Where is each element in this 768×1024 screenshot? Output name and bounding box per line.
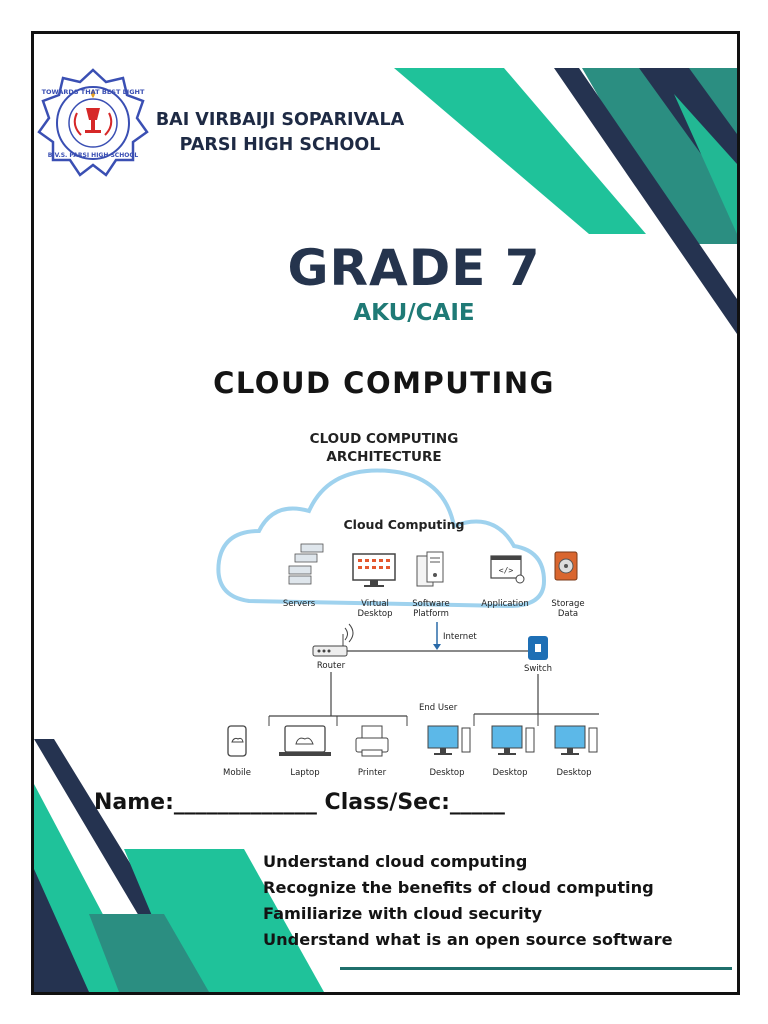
device-label: Mobile — [223, 768, 251, 778]
bottom-divider — [340, 967, 732, 970]
end-user-label: End User — [419, 703, 458, 713]
cloud-architecture-diagram — [209, 426, 599, 756]
svg-text:B.V.S. PARSI HIGH SCHOOL: B.V.S. PARSI HIGH SCHOOL — [47, 152, 139, 159]
school-name-line2: PARSI HIGH SCHOOL — [179, 135, 381, 155]
server-tower-icon — [417, 552, 443, 586]
device-label: Laptop — [290, 768, 320, 778]
device-label: Printer — [357, 768, 387, 778]
service-label: Data — [557, 609, 579, 619]
hard-disk-icon — [555, 552, 577, 580]
service-label: Desktop — [357, 609, 393, 619]
device-label: Desktop — [492, 768, 528, 778]
router-label: Router — [316, 661, 346, 671]
school-name — [150, 108, 410, 158]
objective-item: Understand cloud computing — [263, 852, 528, 871]
grade-title: GRADE 7 — [287, 239, 541, 297]
objective-item: Familiarize with cloud security — [263, 904, 543, 923]
learning-objectives — [263, 849, 673, 953]
service-label: Virtual — [361, 599, 389, 609]
internet-label: Internet — [443, 632, 477, 642]
service-label: Storage — [551, 599, 585, 609]
service-label: Application — [481, 599, 529, 609]
svg-text:</>: </> — [498, 566, 514, 575]
diagram-title-line2: ARCHITECTURE — [326, 449, 442, 465]
objective-item: Recognize the benefits of cloud computing — [263, 878, 654, 897]
switch-icon — [528, 636, 548, 660]
device-label: Desktop — [429, 768, 465, 778]
svg-text:TOWARDS THAT BEST LIGHT: TOWARDS THAT BEST LIGHT — [41, 88, 145, 96]
subject-title: CLOUD COMPUTING — [213, 366, 555, 400]
switch-label: Switch — [523, 664, 553, 674]
school-name-line1: BAI VIRBAIJI SOPARIVALA — [155, 110, 405, 130]
diagram-title-line1: CLOUD COMPUTING — [309, 431, 459, 447]
objective-item: Understand what is an open source software — [263, 930, 673, 949]
service-label: Software — [412, 599, 450, 609]
school-logo — [37, 68, 149, 180]
cloud-label: Cloud Computing — [343, 517, 465, 532]
name-class-field: Name:_____________ Class/Sec:_____ — [94, 790, 505, 815]
device-label: Desktop — [556, 768, 592, 778]
service-label: Servers — [282, 599, 316, 609]
service-label: Platform — [413, 609, 449, 619]
cover-page — [31, 31, 740, 995]
board-label: AKU/CAIE — [353, 300, 475, 326]
grade-block — [34, 240, 734, 328]
